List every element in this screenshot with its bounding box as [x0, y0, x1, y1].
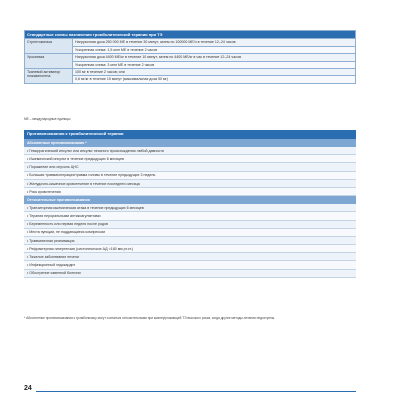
schemes-cell: Ускоренная схема: 1,5 млн МЕ в течение 2 часов — [73, 46, 356, 53]
relative-contra-title: Относительные противопоказания — [24, 196, 356, 204]
thrombolysis-schemes-table — [24, 30, 356, 84]
list-item: • Геморрагический инсульт или инсульт неясного происхождения любой давности — [24, 147, 356, 155]
schemes-table-title: Стандартные схемы назначения тромболитической терапии при ТЭ — [25, 31, 356, 39]
page-number: 24 — [24, 385, 32, 392]
schemes-cell: 0,6 мг/кг в течение 15 минут (максимальная доза 50 мг) — [73, 76, 356, 83]
list-item: • Риск кровотечения — [24, 188, 356, 196]
schemes-footnote: МЕ – международные единицы — [24, 117, 71, 121]
list-item: • Травматичная реанимация — [24, 237, 356, 245]
schemes-cell: Нагрузочная доза 250 000 МЕ в течение 30 минут, затем по 100000 МЕ/ч в течение 12–24 часов — [73, 39, 356, 46]
list-item: • Тяжелое заболевание печени — [24, 253, 356, 261]
contraindications-box — [24, 130, 356, 278]
list-item: • Желудочно-кишечное кровотечение в течение последнего месяца — [24, 180, 356, 188]
schemes-row-label: Стрептокиназа — [25, 39, 73, 54]
list-item: • Обострение язвенной болезни — [24, 270, 356, 278]
list-item: • Места пункции, не поддающиеся компрессии — [24, 229, 356, 237]
contraindications-footnote: * Абсолютные противопоказания к тромболизису могут считаться относительными при жизнеугрожающей ТЭ высокого риска, когда другие методы лечения недоступны. — [24, 316, 276, 320]
footer-divider — [36, 391, 356, 392]
schemes-cell: Нагрузочная доза 4400 МЕ/кг в течение 10 минут, затем по 4400 МЕ/кг в час в течение 12–24 часов — [73, 54, 356, 61]
schemes-cell: 100 мг в течение 2 часов; или — [73, 69, 356, 76]
list-item: • Инфекционный эндокардит — [24, 261, 356, 269]
schemes-row-label: Тканевой активатор плазминогена — [25, 69, 73, 84]
list-item: • Поражение или опухоль ЦНС — [24, 163, 356, 171]
schemes-cell: Ускоренная схема: 3 млн МЕ в течение 2 часов — [73, 61, 356, 68]
list-item: • Терапия пероральными антикоагулянтами — [24, 212, 356, 220]
schemes-row-label: Урокиназа — [25, 54, 73, 69]
list-item: • Большая травма/операция/травма головы в течение предыдущих 3 недель — [24, 172, 356, 180]
list-item: • Ишемический инсульт в течение предыдущих 6 месяцев — [24, 155, 356, 163]
list-item: • Рефрактерная гипертензия (систолическое АД >180 мм рт.ст.) — [24, 245, 356, 253]
list-item: • Беременность или первая неделя после родов — [24, 221, 356, 229]
absolute-contra-title: Абсолютные противопоказания * — [24, 139, 356, 147]
list-item: • Транзиторная ишемическая атака в течение предыдущих 6 месяцев — [24, 204, 356, 212]
contraindications-title: Противопоказания к тромболитической терапии — [24, 130, 356, 139]
